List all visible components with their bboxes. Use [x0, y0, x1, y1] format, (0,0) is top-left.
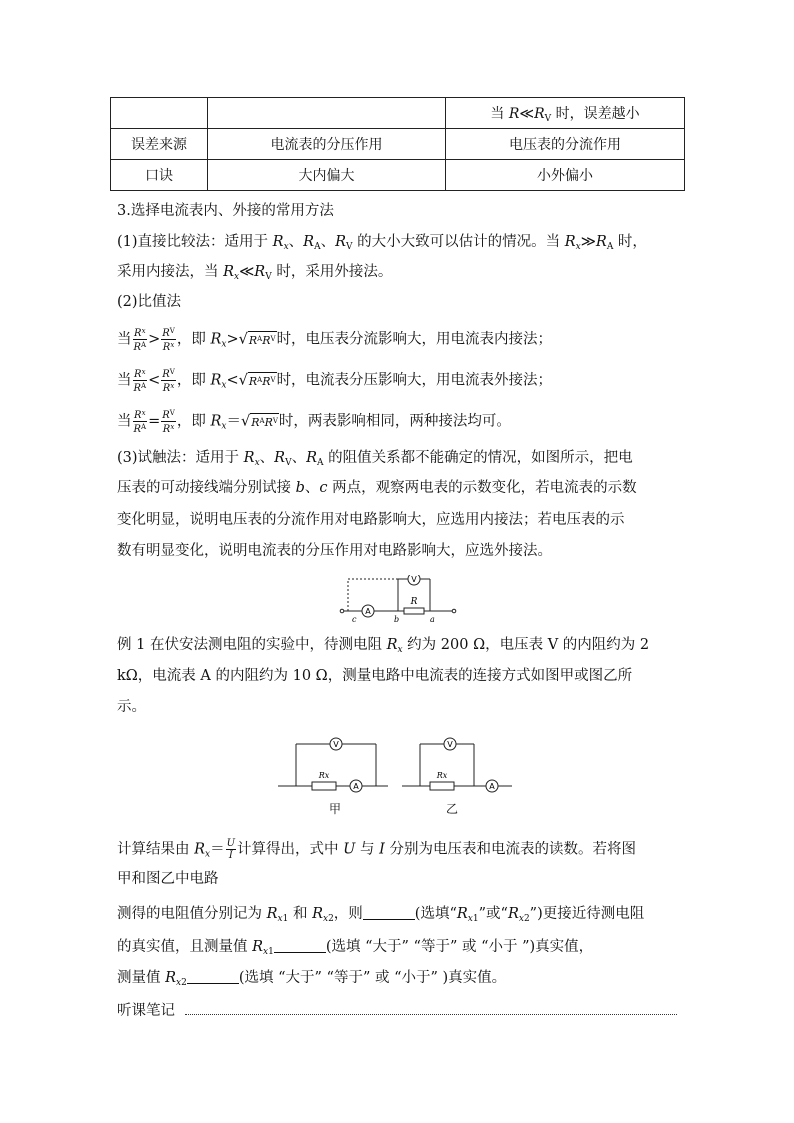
- question-line: 测量值 $R_{x2}$ (选填 “大于” “等于” 或 “小于” )真实值。: [117, 970, 507, 988]
- node-label: b: [394, 615, 400, 624]
- paragraph-line: 甲和图乙中电路: [117, 871, 219, 887]
- ratio-line-1: 当 $\frac{R^x}{R^A}$ > $\frac{R^V}{R^x}$ ，即 $R_x>√R^AR^V$时，电压表分流影响大，用电流表内接法；: [117, 327, 553, 353]
- node-label: a: [430, 615, 435, 624]
- table-cell: 电压表的分流作用: [446, 129, 685, 160]
- figure-caption-jia: 甲: [329, 802, 342, 816]
- table-cell: 大内偏大: [208, 160, 446, 191]
- comparison-table: [110, 97, 685, 191]
- paragraph-line: (3)试触法：适用于 $R_x$、$R_V$、$R_A$ 的阻值关系都不能确定的情况，如图所示，把电: [117, 450, 633, 468]
- svg-text:V: V: [333, 740, 339, 749]
- circuit-yi: [402, 736, 512, 796]
- table-cell: 电流表的分压作用: [208, 129, 446, 160]
- paragraph-line: 采用内接法，当 $R_x≪R_V$ 时，采用外接法。: [117, 264, 393, 282]
- paragraph-line: 压表的可动接线端分别试接 b、c 两点，观察两电表的示数变化，若电流表的示数: [117, 480, 637, 496]
- table-cell: [111, 98, 208, 129]
- paragraph-line: (2)比值法: [117, 294, 182, 310]
- table-cell: 误差来源: [111, 129, 208, 160]
- svg-text:A: A: [489, 782, 495, 791]
- svg-text:Rx: Rx: [318, 771, 330, 780]
- example-line: kΩ，电流表 A 的内阻约为 10 Ω，测量电路中电流表的连接方式如图甲或图乙所: [117, 668, 633, 684]
- ammeter-label: A: [365, 607, 371, 616]
- resistor-label: R: [410, 597, 418, 607]
- paragraph-line: 数有明显变化，说明电流表的分压作用对电路影响大，应选外接法。: [117, 543, 552, 559]
- answer-blank[interactable]: [363, 905, 415, 920]
- ratio-line-2: 当 $\frac{R^x}{R^A}$ < $\frac{R^V}{R^x}$ ，即 $R_x<√R^AR^V$时，电流表分压影响大，用电流表外接法；: [117, 368, 553, 394]
- table-row: [111, 160, 685, 191]
- table-row: [111, 98, 685, 129]
- figure-caption-yi: 乙: [446, 802, 459, 816]
- node-label: c: [352, 615, 357, 624]
- svg-text:A: A: [353, 782, 359, 791]
- notes-label: 听课笔记: [117, 1003, 175, 1019]
- table-cell: 当 $R≪R_V$ 时，误差越小: [446, 98, 685, 129]
- example-line: 例 1 在伏安法测电阻的实验中，待测电阻 $R_x$ 约为 200 Ω，电压表 V 的内阻约为 2: [117, 637, 650, 655]
- table-row: [111, 129, 685, 160]
- table-cell: 口诀: [111, 160, 208, 191]
- example-line: 示。: [117, 699, 146, 715]
- trial-contact-circuit: [338, 575, 458, 625]
- question-line: 的真实值，且测量值 $R_{x1}$ (选填 “大于” “等于” 或 “小于 ”)真实值，: [117, 939, 594, 957]
- table-cell: 小外偏小: [446, 160, 685, 191]
- paragraph-line: (1)直接比较法：适用于 $R_x$、$R_A$、$R_V$ 的大小大致可以估计的情况。当 $R_x≫R_A$ 时，: [117, 234, 647, 252]
- answer-blank[interactable]: [274, 938, 326, 953]
- svg-text:V: V: [447, 740, 453, 749]
- paragraph-line: 变化明显，说明电压表的分流作用对电路影响大，应选用内接法；若电压表的示: [117, 512, 625, 528]
- paragraph-line: 计算结果由 $R_x=$ $\frac{U}{I}$ 计算得出，式中 U 与 I 分别为电压表和电流表的读数。若将图: [117, 838, 636, 861]
- section-heading: 3.选择电流表内、外接的常用方法: [117, 203, 334, 219]
- answer-blank[interactable]: [187, 969, 239, 984]
- ratio-line-3: 当 $\frac{R^x}{R^A}$ = $\frac{R^V}{R^x}$ ，即 $R_x=√R^AR^V$时，两表影响相同，两种接法均可。: [117, 409, 511, 435]
- voltmeter-label: V: [411, 575, 417, 584]
- question-line: 测得的电阻值分别记为 $R_{x1}$ 和 $R_{x2}$，则 (选填“$R_{x1}$”或“$R_{x2}$”)更接近待测电阻: [117, 906, 645, 924]
- svg-text:Rx: Rx: [436, 771, 448, 780]
- circuit-jia: [278, 736, 388, 796]
- table-cell: [208, 98, 446, 129]
- notes-line[interactable]: [185, 1014, 677, 1015]
